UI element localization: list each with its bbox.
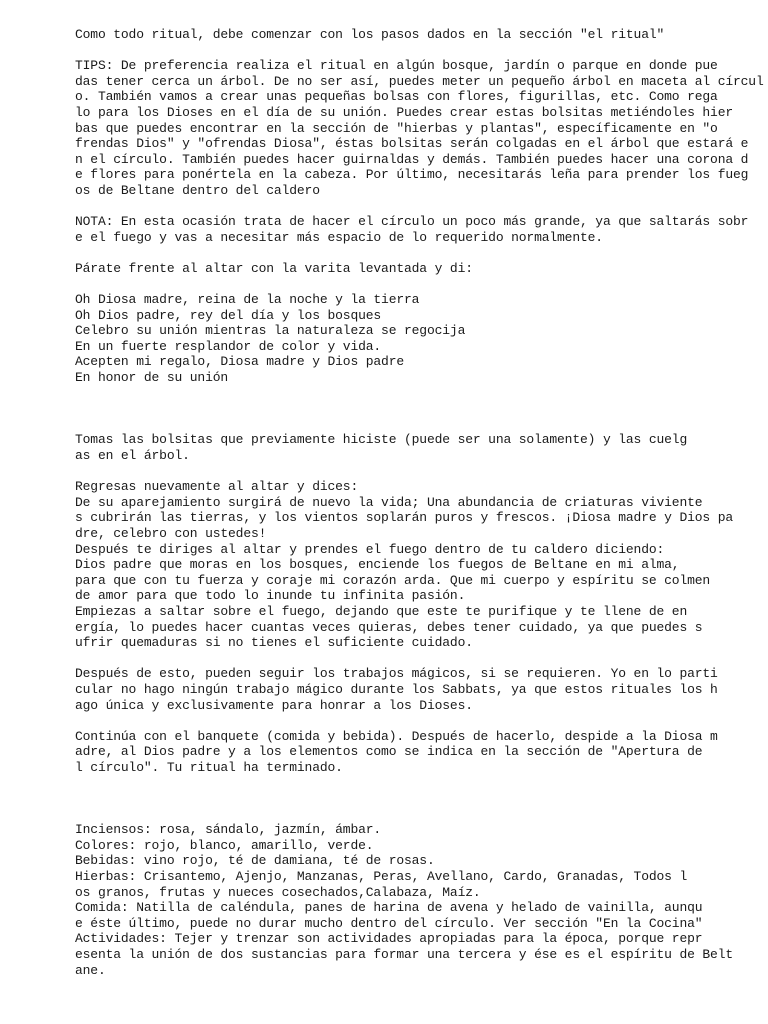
text-line: Inciensos: rosa, sándalo, jazmín, ámbar. [75, 822, 382, 838]
correspondences-list [75, 822, 765, 978]
altar-instruction [75, 261, 765, 277]
text-line: l círculo". Tu ritual ha terminado. [75, 759, 343, 775]
text-line: En un fuerte resplandor de color y vida. [75, 338, 382, 354]
text-line: En honor de su unión [75, 370, 229, 386]
text-line: bas que puedes encontrar en la sección de "hierbas y plantas", específicamente en "o [75, 120, 718, 136]
text-line: s cubrirán las tierras, y los vientos soplarán puros y frescos. ¡Diosa madre y Dios pa [75, 510, 734, 526]
intro-paragraph [75, 27, 765, 43]
text-line: ufrir quemaduras si no tienes el suficiente cuidado. [75, 635, 473, 651]
text-line: Celebro su unión mientras la naturaleza se regocija [75, 323, 466, 339]
text-line: ane. [75, 962, 106, 978]
invocation-verse [75, 292, 765, 386]
text-line: n el círculo. También puedes hacer guirnaldas y demás. También puedes hacer una corona d [75, 151, 749, 167]
closing-paragraph [75, 729, 765, 776]
nota-paragraph [75, 214, 765, 245]
text-line: e flores para ponértela en la cabeza. Por último, necesitarás leña para prender los fueg [75, 167, 749, 183]
text-line: e éste último, puede no durar mucho dentro del círculo. Ver sección "En la Cocina" [75, 915, 703, 931]
magic-work-paragraph [75, 666, 765, 713]
text-line: Comida: Natilla de caléndula, panes de harina de avena y helado de vainilla, aunqu [75, 900, 703, 916]
text-line: NOTA: En esta ocasión trata de hacer el círculo un poco más grande, ya que saltarás sobr [75, 214, 749, 230]
text-line: ago única y exclusivamente para honrar a los Dioses. [75, 697, 473, 713]
bolsitas-paragraph [75, 432, 765, 463]
text-line: Empiezas a saltar sobre el fuego, dejando que este te purifique y te llene de en [75, 603, 688, 619]
text-line: De su aparejamiento surgirá de nuevo la vida; Una abundancia de criaturas viviente [75, 494, 703, 510]
text-line: Continúa con el banquete (comida y bebida). Después de hacerlo, despide a la Diosa m [75, 728, 718, 744]
text-line: os granos, frutas y nueces cosechados,Calabaza, Maíz. [75, 884, 481, 900]
text-line: o. También vamos a crear unas pequeñas bolsas con flores, figurillas, etc. Como rega [75, 89, 718, 105]
text-line: ergía, lo puedes hacer cuantas veces quieras, debes tener cuidado, ya que puedes s [75, 619, 703, 635]
text-line: para que con tu fuerza y coraje mi corazón arda. Que mi cuerpo y espíritu se colmen [75, 572, 711, 588]
text-line: esenta la unión de dos sustancias para formar una tercera y ése es el espíritu de Belt [75, 947, 734, 963]
text-line: Regresas nuevamente al altar y dices: [75, 479, 359, 495]
text-line: Después de esto, pueden seguir los trabajos mágicos, si se requieren. Yo en lo parti [75, 666, 718, 682]
text-line: Dios padre que moras en los bosques, enciende los fuegos de Beltane en mi alma, [75, 557, 680, 573]
text-line: Hierbas: Crisantemo, Ajenjo, Manzanas, Peras, Avellano, Cardo, Granadas, Todos l [75, 869, 688, 885]
text-line: dre, celebro con ustedes! [75, 526, 267, 541]
text-line: das tener cerca un árbol. De no ser así, puedes meter un pequeño árbol en maceta al círcul [75, 73, 764, 89]
text-line: Como todo ritual, debe comenzar con los pasos dados en la sección "el ritual" [75, 27, 665, 42]
text-line: Párate frente al altar con la varita levantada y di: [75, 260, 473, 276]
text-line: Oh Dios padre, rey del día y los bosques [75, 307, 382, 323]
text-line: TIPS: De preferencia realiza el ritual en algún bosque, jardín o parque en donde pue [75, 58, 718, 74]
document-page [75, 27, 765, 994]
text-line: Tomas las bolsitas que previamente hiciste (puede ser una solamente) y las cuelg [75, 432, 688, 448]
text-line: Oh Diosa madre, reina de la noche y la tierra [75, 292, 420, 308]
text-line: Colores: rojo, blanco, amarillo, verde. [75, 837, 374, 853]
spacer [75, 401, 765, 432]
spacer [75, 791, 765, 822]
text-line: Bebidas: vino rojo, té de damiana, té de rosas. [75, 853, 435, 869]
text-line: e el fuego y vas a necesitar más espacio de lo requerido normalmente. [75, 229, 603, 245]
text-line: as en el árbol. [75, 448, 190, 464]
text-line: Acepten mi regalo, Diosa madre y Dios padre [75, 354, 405, 370]
text-line: lo para los Dioses en el día de su unión. Puedes crear estas bolsitas metiéndoles hier [75, 104, 734, 120]
altar-return-paragraph [75, 479, 765, 651]
text-line: Después te diriges al altar y prendes el fuego dentro de tu caldero diciendo: [75, 541, 665, 557]
tips-paragraph [75, 58, 765, 198]
text-line: adre, al Dios padre y a los elementos como se indica en la sección de "Apertura de [75, 744, 703, 760]
text-line: cular no hago ningún trabajo mágico durante los Sabbats, ya que estos rituales los h [75, 681, 718, 697]
text-line: Actividades: Tejer y trenzar son actividades apropiadas para la época, porque repr [75, 931, 703, 947]
text-line: os de Beltane dentro del caldero [75, 182, 320, 198]
text-line: de amor para que todo lo inunde tu infinita pasión. [75, 588, 466, 604]
text-line: frendas Dios" y "ofrendas Diosa", éstas bolsitas serán colgadas en el árbol que estará e [75, 136, 749, 152]
